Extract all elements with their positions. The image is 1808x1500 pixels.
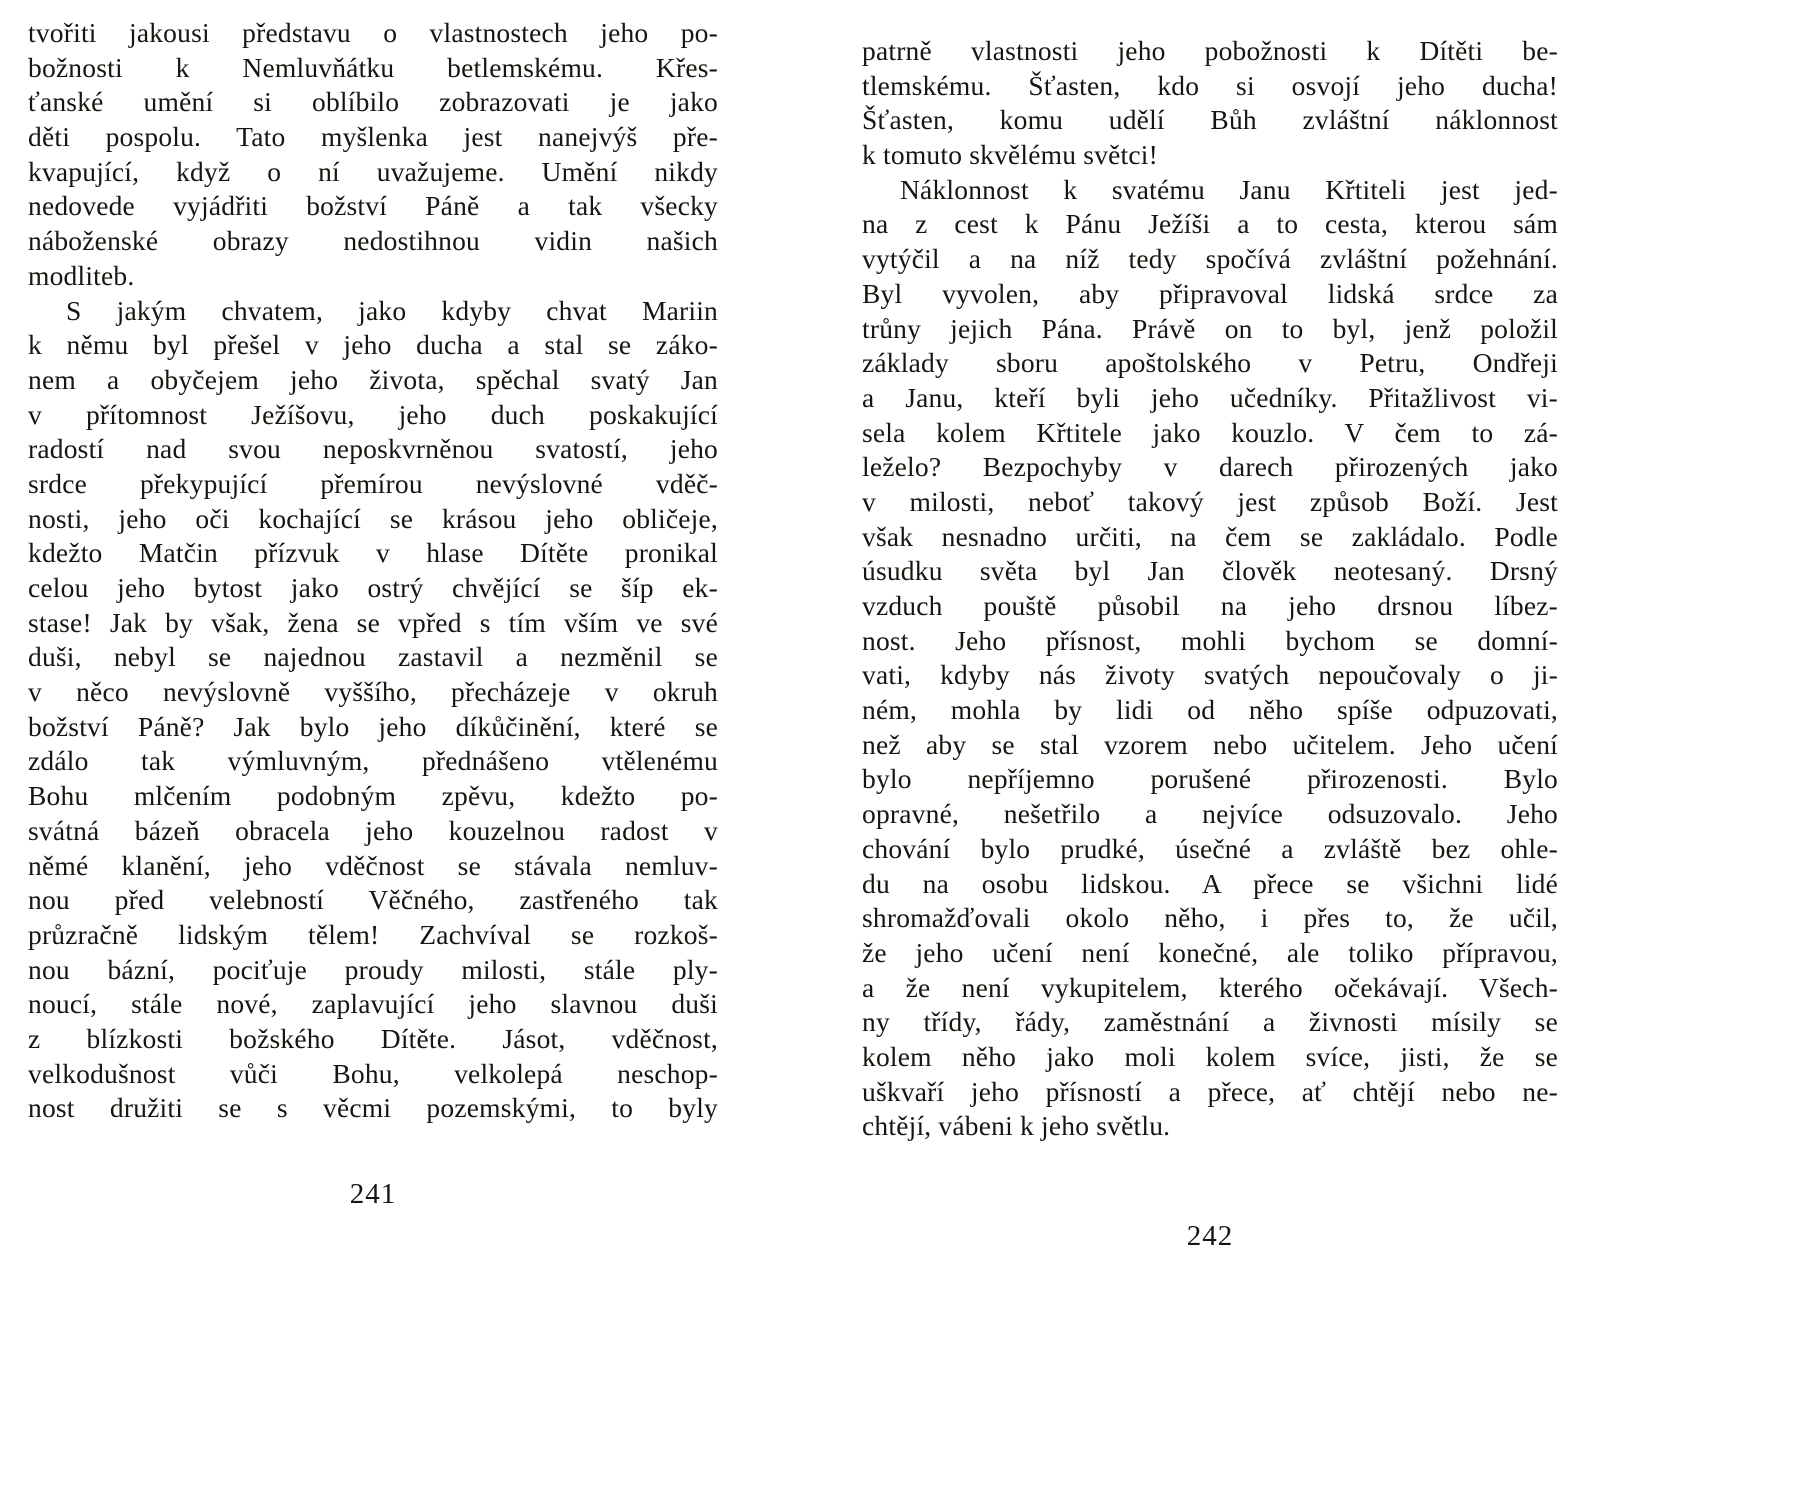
text-line: božnosti k Nemluvňátku betlemskému. Křes- bbox=[28, 51, 718, 83]
text-line: trůny jejich Pána. Právě on to byl, jenž položil bbox=[862, 312, 1558, 344]
text-line: ném, mohla by lidi od něho spíše odpuzovati, bbox=[862, 694, 1558, 726]
text-line: k němu byl přešel v jeho ducha a stal se záko- bbox=[28, 329, 718, 361]
text-line: nosti, jeho oči kochající se krásou jeho obličeje, bbox=[28, 502, 718, 534]
right-page-text-column bbox=[862, 34, 1558, 1144]
text-line: opravné, nešetřilo a nejvíce odsuzovalo. Jeho bbox=[862, 798, 1558, 830]
text-line: na z cest k Pánu Ježíši a to cesta, kterou sám bbox=[862, 208, 1558, 240]
text-line: nost družiti se s věcmi pozemskými, to byly bbox=[28, 1092, 718, 1124]
right-page-number: 242 bbox=[1186, 1220, 1234, 1252]
text-line: základy sboru apoštolského v Petru, Ondřeji bbox=[862, 347, 1558, 379]
text-line: nou bázní, pociťuje proudy milosti, stále ply- bbox=[28, 953, 718, 985]
text-line: v milosti, neboť takový jest způsob Boží. Jest bbox=[862, 485, 1558, 517]
text-line: kdežto Matčin přízvuk v hlase Dítěte pronikal bbox=[28, 537, 718, 569]
text-line: z blízkosti božského Dítěte. Jásot, vděčnost, bbox=[28, 1022, 718, 1054]
text-line: shromažďovali okolo něho, i přes to, že učil, bbox=[862, 902, 1558, 934]
text-line: velkodušnost vůči Bohu, velkolepá neschop- bbox=[28, 1057, 718, 1089]
text-line: S jakým chvatem, jako kdyby chvat Mariin bbox=[66, 294, 718, 326]
text-line: vytýčil a na níž tedy spočívá zvláštní požehnání. bbox=[862, 243, 1558, 275]
left-page-text-column bbox=[28, 16, 718, 1126]
paragraph bbox=[862, 34, 1558, 173]
text-line: že jeho učení není konečné, ale toliko přípravou, bbox=[862, 936, 1558, 968]
paragraph bbox=[28, 16, 718, 294]
text-line: a že není vykupitelem, kterého očekávají. Všech- bbox=[862, 971, 1558, 1003]
text-line: tlemskému. Šťasten, kdo si osvojí jeho ducha! bbox=[862, 69, 1558, 101]
text-line: chování bylo prudké, úsečné a zvláště bez ohle- bbox=[862, 832, 1558, 864]
text-line: zdálo tak výmluvným, přednášeno vtělenému bbox=[28, 745, 718, 777]
text-line: patrně vlastnosti jeho pobožnosti k Dítěti be- bbox=[862, 35, 1558, 66]
text-line: kolem něho jako moli kolem svíce, jisti, že se bbox=[862, 1040, 1558, 1072]
text-line: ny třídy, řády, zaměstnání a živnosti mísily se bbox=[862, 1006, 1558, 1038]
text-line: nost. Jeho přísnost, mohli bychom se domní- bbox=[862, 624, 1558, 656]
paragraph bbox=[28, 294, 718, 1127]
text-line: v přítomnost Ježíšovu, jeho duch poskakující bbox=[28, 398, 718, 430]
text-line: bylo nepříjemno porušené přirozenosti. Bylo bbox=[862, 763, 1558, 795]
text-line: úsudku světa byl Jan člověk neotesaný. Drsný bbox=[862, 555, 1558, 587]
text-line: kvapující, když o ní uvažujeme. Umění nikdy bbox=[28, 155, 718, 187]
text-line: du na osobu lidskou. A přece se všichni lidé bbox=[862, 867, 1558, 899]
text-line: božství Páně? Jak bylo jeho díkůčinění, které se bbox=[28, 710, 718, 742]
text-line: stase! Jak by však, žena se vpřed s tím vším ve své bbox=[28, 606, 718, 638]
text-line: nedovede vyjádřiti božství Páně a tak všecky bbox=[28, 190, 718, 222]
text-line: než aby se stal vzorem nebo učitelem. Jeho učení bbox=[862, 728, 1558, 760]
text-line: radostí nad svou neposkvrněnou svatostí, jeho bbox=[28, 433, 718, 465]
text-line: Šťasten, komu udělí Bůh zvláštní náklonnost bbox=[862, 104, 1558, 136]
text-line: leželo? Bezpochyby v darech přirozených jako bbox=[862, 451, 1558, 483]
text-line: nou před velebností Věčného, zastřeného tak bbox=[28, 884, 718, 916]
text-line: však nesnadno určiti, na čem se zakládalo. Podle bbox=[862, 520, 1558, 552]
text-line: Byl vyvolen, aby připravoval lidská srdce za bbox=[862, 277, 1558, 309]
text-line: vzduch pouště působil na jeho drsnou líbez- bbox=[862, 590, 1558, 621]
text-line: němé klanění, jeho vděčnost se stávala nemluv- bbox=[28, 849, 718, 881]
text-line: chtějí, vábeni k jeho světlu. bbox=[862, 1110, 1171, 1142]
text-line: svátná bázeň obracela jeho kouzelnou radost v bbox=[28, 814, 718, 846]
text-line: a Janu, kteří byli jeho učedníky. Přitažlivost vi- bbox=[862, 381, 1558, 413]
text-line: sela kolem Křtitele jako kouzlo. V čem to zá- bbox=[862, 416, 1558, 448]
text-line: vati, kdyby nás životy svatých nepoučovaly o ji- bbox=[862, 659, 1558, 691]
text-line: ťanské umění si oblíbilo zobrazovati je jako bbox=[28, 86, 718, 118]
text-line: duši, nebyl se najednou zastavil a nezměnil se bbox=[28, 641, 718, 673]
text-line: Náklonnost k svatému Janu Křtiteli jest jed- bbox=[900, 173, 1558, 205]
text-line: srdce překypující přemírou nevýslovné vděč- bbox=[28, 467, 718, 499]
text-line: tvořiti jakousi představu o vlastnostech jeho po- bbox=[28, 17, 718, 48]
text-line: Bohu mlčením podobným zpěvu, kdežto po- bbox=[28, 780, 718, 812]
text-line: děti pospolu. Tato myšlenka jest nanejvýš pře- bbox=[28, 121, 718, 153]
text-line: noucí, stále nové, zaplavující jeho slavnou duši bbox=[28, 988, 718, 1020]
text-line: k tomuto skvělému světci! bbox=[862, 139, 1158, 171]
text-line: nem a obyčejem jeho života, spěchal svatý Jan bbox=[28, 363, 718, 395]
text-line: uškvaří jeho přísností a přece, ať chtějí nebo ne- bbox=[862, 1075, 1558, 1107]
left-page-number: 241 bbox=[349, 1178, 397, 1210]
text-line: průzračně lidským tělem! Zachvíval se rozkoš- bbox=[28, 918, 718, 950]
text-line: náboženské obrazy nedostihnou vidin našich bbox=[28, 225, 718, 257]
paragraph bbox=[862, 173, 1558, 1144]
text-line: celou jeho bytost jako ostrý chvějící se šíp ek- bbox=[28, 572, 718, 603]
text-line: modliteb. bbox=[28, 259, 135, 291]
text-line: v něco nevýslovně vyššího, přecházeje v okruh bbox=[28, 676, 718, 708]
